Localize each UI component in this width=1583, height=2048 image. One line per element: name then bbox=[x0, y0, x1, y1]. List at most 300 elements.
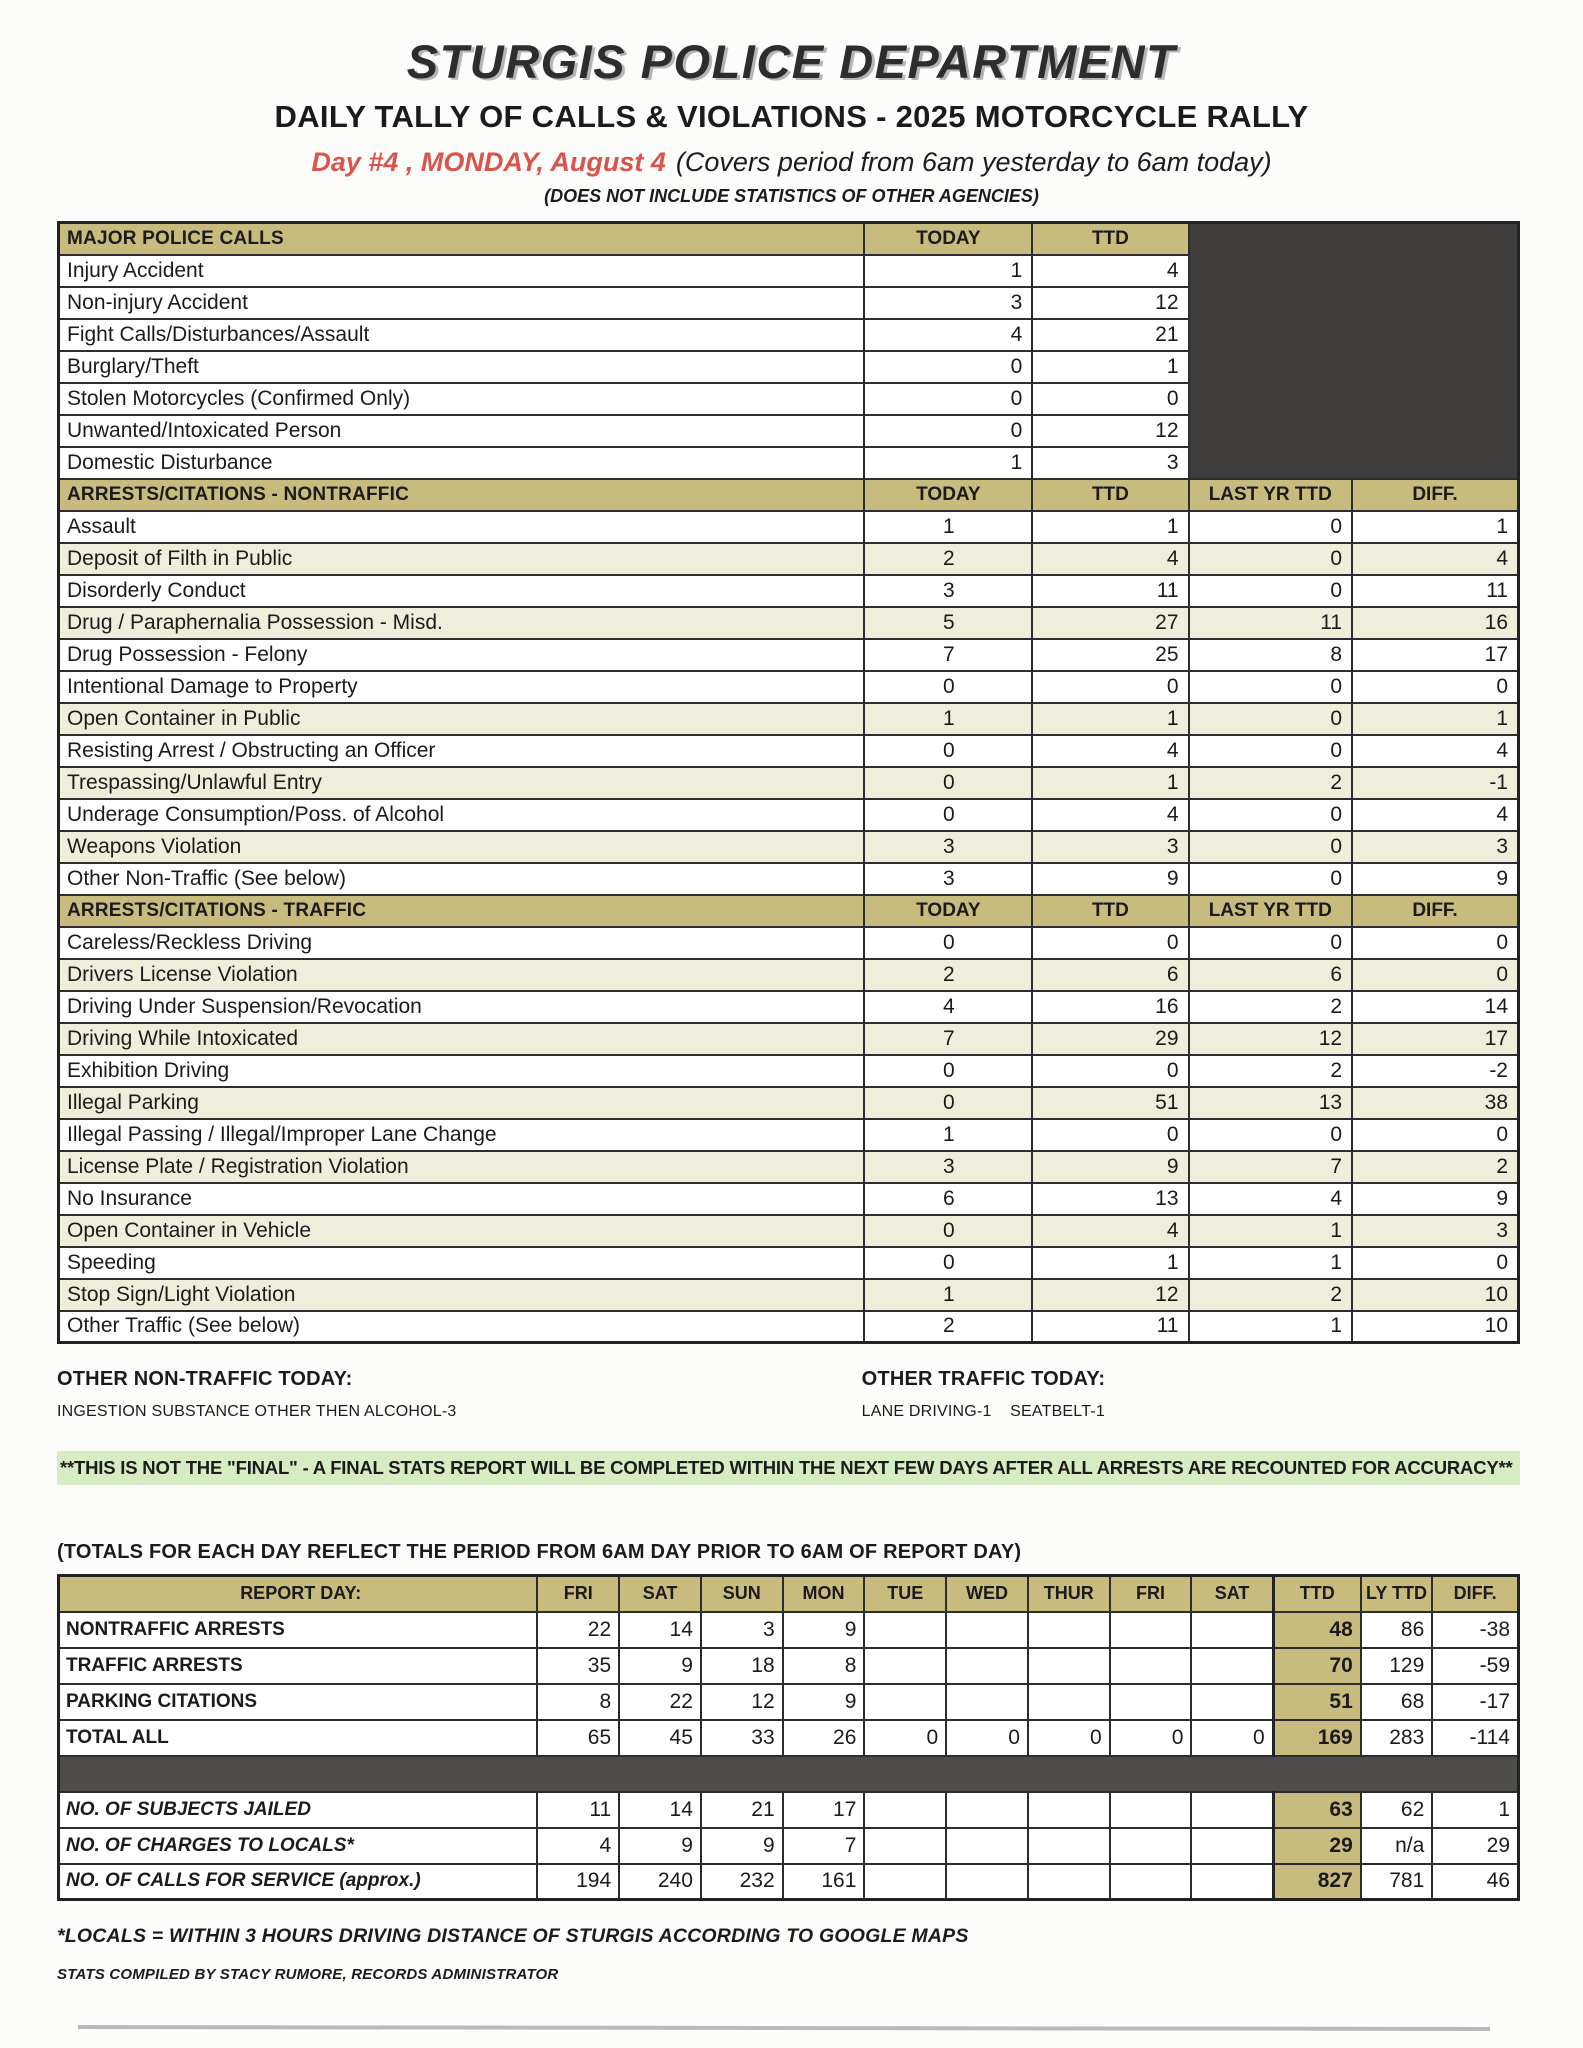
totals-value-cell: 9 bbox=[783, 1684, 865, 1720]
other-traffic-block bbox=[862, 1368, 1520, 1421]
totals-value-cell: 161 bbox=[783, 1864, 865, 1900]
totals-value-cell: 63 bbox=[1273, 1792, 1361, 1828]
value-cell: 0 bbox=[864, 1247, 1032, 1279]
totals-value-cell bbox=[1028, 1864, 1110, 1900]
value-cell: 6 bbox=[1032, 959, 1188, 991]
value-cell: 7 bbox=[864, 1023, 1032, 1055]
row-label: Exhibition Driving bbox=[59, 1055, 865, 1087]
totals-column-header: SAT bbox=[1191, 1576, 1273, 1612]
totals-value-cell: 8 bbox=[783, 1648, 865, 1684]
totals-value-cell: 129 bbox=[1361, 1648, 1433, 1684]
value-cell: 6 bbox=[864, 1183, 1032, 1215]
value-cell: 9 bbox=[1032, 1151, 1188, 1183]
table-row bbox=[59, 1215, 1519, 1247]
table-row bbox=[59, 703, 1519, 735]
totals-value-cell: 0 bbox=[946, 1720, 1028, 1756]
value-cell: 3 bbox=[864, 575, 1032, 607]
totals-value-cell bbox=[1191, 1828, 1273, 1864]
value-cell: 0 bbox=[864, 671, 1032, 703]
totals-value-cell: 22 bbox=[619, 1684, 701, 1720]
value-cell: 25 bbox=[1032, 639, 1188, 671]
table-row bbox=[59, 511, 1519, 543]
value-cell: 9 bbox=[1352, 1183, 1518, 1215]
value-cell: 3 bbox=[864, 287, 1032, 319]
section-title: ARRESTS/CITATIONS - NONTRAFFIC bbox=[59, 479, 865, 511]
section-header-row bbox=[59, 223, 1519, 255]
value-cell: 0 bbox=[1352, 927, 1518, 959]
row-label: Burglary/Theft bbox=[59, 351, 865, 383]
totals-value-cell bbox=[1110, 1684, 1192, 1720]
totals-value-cell: 9 bbox=[783, 1612, 865, 1648]
totals-value-cell: 29 bbox=[1273, 1828, 1361, 1864]
value-cell: 0 bbox=[1189, 927, 1353, 959]
totals-value-cell: 14 bbox=[619, 1612, 701, 1648]
totals-column-header: DIFF. bbox=[1432, 1576, 1518, 1612]
value-cell: 1 bbox=[1032, 351, 1188, 383]
totals-value-cell bbox=[1110, 1648, 1192, 1684]
totals-value-cell bbox=[1191, 1864, 1273, 1900]
value-cell: -2 bbox=[1352, 1055, 1518, 1087]
totals-table-body bbox=[59, 1576, 1519, 1900]
value-cell: 38 bbox=[1352, 1087, 1518, 1119]
value-cell: 4 bbox=[1032, 1215, 1188, 1247]
value-cell: 29 bbox=[1032, 1023, 1188, 1055]
value-cell: 0 bbox=[864, 351, 1032, 383]
value-cell: 2 bbox=[1189, 1055, 1353, 1087]
totals-value-cell bbox=[946, 1864, 1028, 1900]
totals-value-cell: 62 bbox=[1361, 1792, 1433, 1828]
row-label: License Plate / Registration Violation bbox=[59, 1151, 865, 1183]
compiled-by-footnote: STATS COMPILED BY STACY RUMORE, RECORDS ADMINISTRATOR bbox=[57, 1966, 559, 1983]
value-cell: 3 bbox=[864, 1151, 1032, 1183]
totals-value-cell: 22 bbox=[537, 1612, 619, 1648]
separator-row bbox=[59, 1756, 1519, 1792]
totals-column-header: THUR bbox=[1028, 1576, 1110, 1612]
section-title: ARRESTS/CITATIONS - TRAFFIC bbox=[59, 895, 865, 927]
table-row bbox=[59, 671, 1519, 703]
column-header: TODAY bbox=[864, 479, 1032, 511]
totals-row bbox=[59, 1648, 1519, 1684]
value-cell: -1 bbox=[1352, 767, 1518, 799]
totals-row bbox=[59, 1720, 1519, 1756]
value-cell: 51 bbox=[1032, 1087, 1188, 1119]
totals-value-cell bbox=[864, 1684, 946, 1720]
totals-row bbox=[59, 1828, 1519, 1864]
value-cell: 1 bbox=[864, 511, 1032, 543]
totals-column-header: FRI bbox=[537, 1576, 619, 1612]
other-traffic-heading: OTHER TRAFFIC TODAY: bbox=[861, 1368, 1106, 1390]
row-label: Driving Under Suspension/Revocation bbox=[59, 991, 865, 1023]
value-cell: 1 bbox=[1189, 1215, 1353, 1247]
value-cell: 1 bbox=[1032, 511, 1188, 543]
value-cell: 4 bbox=[1032, 255, 1188, 287]
totals-value-cell bbox=[864, 1792, 946, 1828]
totals-value-cell: 0 bbox=[1028, 1720, 1110, 1756]
totals-value-cell: 7 bbox=[783, 1828, 865, 1864]
column-header: LAST YR TTD bbox=[1189, 895, 1353, 927]
value-cell: 16 bbox=[1352, 607, 1518, 639]
row-label: Open Container in Public bbox=[59, 703, 865, 735]
totals-value-cell bbox=[1110, 1864, 1192, 1900]
row-label: Drug Possession - Felony bbox=[59, 639, 865, 671]
column-header: TTD bbox=[1032, 895, 1188, 927]
column-header: DIFF. bbox=[1352, 479, 1518, 511]
totals-row bbox=[59, 1864, 1519, 1900]
value-cell: 9 bbox=[1352, 863, 1518, 895]
value-cell: 0 bbox=[1352, 1119, 1518, 1151]
report-body bbox=[57, 221, 1520, 1983]
table-row bbox=[59, 607, 1519, 639]
value-cell: 0 bbox=[1189, 511, 1353, 543]
table-row bbox=[59, 1311, 1519, 1343]
totals-value-cell: 4 bbox=[537, 1828, 619, 1864]
value-cell: 1 bbox=[864, 255, 1032, 287]
section-header-row bbox=[59, 479, 1519, 511]
totals-column-header: TTD bbox=[1273, 1576, 1361, 1612]
value-cell: 21 bbox=[1032, 319, 1188, 351]
totals-value-cell: 46 bbox=[1432, 1864, 1518, 1900]
table-row bbox=[59, 1183, 1519, 1215]
totals-value-cell bbox=[1110, 1792, 1192, 1828]
totals-value-cell bbox=[864, 1612, 946, 1648]
totals-value-cell bbox=[1028, 1612, 1110, 1648]
table-row bbox=[59, 767, 1519, 799]
totals-value-cell: 9 bbox=[701, 1828, 783, 1864]
value-cell: 5 bbox=[864, 607, 1032, 639]
totals-value-cell: -114 bbox=[1432, 1720, 1518, 1756]
row-label: Driving While Intoxicated bbox=[59, 1023, 865, 1055]
totals-value-cell bbox=[1191, 1648, 1273, 1684]
value-cell: 0 bbox=[864, 799, 1032, 831]
value-cell: 3 bbox=[1352, 831, 1518, 863]
value-cell: 2 bbox=[1189, 991, 1353, 1023]
value-cell: 4 bbox=[1352, 799, 1518, 831]
totals-row-label: TOTAL ALL bbox=[59, 1720, 538, 1756]
section-title: MAJOR POLICE CALLS bbox=[59, 223, 865, 255]
totals-value-cell: n/a bbox=[1361, 1828, 1433, 1864]
totals-table bbox=[57, 1574, 1520, 1901]
totals-value-cell bbox=[946, 1684, 1028, 1720]
totals-value-cell: 35 bbox=[537, 1648, 619, 1684]
totals-column-header: SAT bbox=[619, 1576, 701, 1612]
value-cell: 0 bbox=[1189, 703, 1353, 735]
table-row bbox=[59, 639, 1519, 671]
totals-value-cell bbox=[1028, 1792, 1110, 1828]
value-cell: 3 bbox=[1032, 447, 1188, 479]
value-cell: 7 bbox=[864, 639, 1032, 671]
value-cell: 10 bbox=[1352, 1279, 1518, 1311]
value-cell: 0 bbox=[1032, 671, 1188, 703]
value-cell: 0 bbox=[864, 415, 1032, 447]
totals-value-cell: 18 bbox=[701, 1648, 783, 1684]
row-label: Open Container in Vehicle bbox=[59, 1215, 865, 1247]
totals-value-cell: -38 bbox=[1432, 1612, 1518, 1648]
value-cell: 11 bbox=[1352, 575, 1518, 607]
totals-value-cell: 86 bbox=[1361, 1612, 1433, 1648]
row-label: Illegal Parking bbox=[59, 1087, 865, 1119]
value-cell: 0 bbox=[1189, 831, 1353, 863]
totals-column-header: TUE bbox=[864, 1576, 946, 1612]
value-cell: 2 bbox=[1189, 767, 1353, 799]
totals-value-cell: 240 bbox=[619, 1864, 701, 1900]
value-cell: 11 bbox=[1032, 1311, 1188, 1343]
row-label: Trespassing/Unlawful Entry bbox=[59, 767, 865, 799]
row-label: Stop Sign/Light Violation bbox=[59, 1279, 865, 1311]
totals-value-cell: 9 bbox=[619, 1828, 701, 1864]
row-label: Underage Consumption/Poss. of Alcohol bbox=[59, 799, 865, 831]
totals-value-cell: 51 bbox=[1273, 1684, 1361, 1720]
value-cell: 4 bbox=[1352, 543, 1518, 575]
row-label: Domestic Disturbance bbox=[59, 447, 865, 479]
value-cell: 0 bbox=[1189, 799, 1353, 831]
totals-value-cell: 14 bbox=[619, 1792, 701, 1828]
row-label: Drivers License Violation bbox=[59, 959, 865, 991]
value-cell: 13 bbox=[1032, 1183, 1188, 1215]
totals-value-cell: 68 bbox=[1361, 1684, 1433, 1720]
totals-value-cell: 0 bbox=[1110, 1720, 1192, 1756]
value-cell: 2 bbox=[864, 1311, 1032, 1343]
table-row bbox=[59, 735, 1519, 767]
value-cell: 10 bbox=[1352, 1311, 1518, 1343]
scan-artifact-line bbox=[78, 2025, 1490, 2031]
column-header: TTD bbox=[1032, 223, 1188, 255]
totals-value-cell: 29 bbox=[1432, 1828, 1518, 1864]
totals-value-cell: 17 bbox=[783, 1792, 865, 1828]
dark-block-cell bbox=[1189, 223, 1519, 479]
totals-column-header: WED bbox=[946, 1576, 1028, 1612]
totals-row bbox=[59, 1792, 1519, 1828]
value-cell: 0 bbox=[1189, 735, 1353, 767]
value-cell: 2 bbox=[864, 543, 1032, 575]
page-title: STURGIS POLICE DEPARTMENT bbox=[406, 35, 1177, 88]
row-label: Weapons Violation bbox=[59, 831, 865, 863]
table-row bbox=[59, 1247, 1519, 1279]
totals-value-cell: 232 bbox=[701, 1864, 783, 1900]
column-header: LAST YR TTD bbox=[1189, 479, 1353, 511]
totals-value-cell: 26 bbox=[783, 1720, 865, 1756]
totals-value-cell: 3 bbox=[701, 1612, 783, 1648]
totals-value-cell: 48 bbox=[1273, 1612, 1361, 1648]
totals-row-label: PARKING CITATIONS bbox=[59, 1684, 538, 1720]
value-cell: 0 bbox=[1189, 543, 1353, 575]
table-row bbox=[59, 1055, 1519, 1087]
value-cell: 1 bbox=[1032, 1247, 1188, 1279]
row-label: Intentional Damage to Property bbox=[59, 671, 865, 703]
other-nontraffic-heading: OTHER NON-TRAFFIC TODAY: bbox=[57, 1368, 353, 1390]
totals-value-cell bbox=[946, 1648, 1028, 1684]
totals-value-cell bbox=[1191, 1792, 1273, 1828]
totals-value-cell: 0 bbox=[864, 1720, 946, 1756]
value-cell: 11 bbox=[1189, 607, 1353, 639]
totals-value-cell: -59 bbox=[1432, 1648, 1518, 1684]
column-header: TODAY bbox=[864, 223, 1032, 255]
totals-value-cell: 33 bbox=[701, 1720, 783, 1756]
row-label: Drug / Paraphernalia Possession - Misd. bbox=[59, 607, 865, 639]
table-row bbox=[59, 927, 1519, 959]
value-cell: 13 bbox=[1189, 1087, 1353, 1119]
value-cell: 3 bbox=[1032, 831, 1188, 863]
value-cell: 0 bbox=[864, 1215, 1032, 1247]
table-row bbox=[59, 1119, 1519, 1151]
value-cell: 0 bbox=[1032, 927, 1188, 959]
totals-value-cell: 283 bbox=[1361, 1720, 1433, 1756]
value-cell: 6 bbox=[1189, 959, 1353, 991]
totals-value-cell bbox=[1110, 1828, 1192, 1864]
totals-value-cell: 8 bbox=[537, 1684, 619, 1720]
row-label: Speeding bbox=[59, 1247, 865, 1279]
row-label: Injury Accident bbox=[59, 255, 865, 287]
main-table-body bbox=[59, 223, 1519, 1343]
value-cell: 4 bbox=[864, 991, 1032, 1023]
totals-value-cell: 0 bbox=[1191, 1720, 1273, 1756]
row-label: Fight Calls/Disturbances/Assault bbox=[59, 319, 865, 351]
totals-column-header: SUN bbox=[701, 1576, 783, 1612]
value-cell: 3 bbox=[864, 831, 1032, 863]
table-row bbox=[59, 575, 1519, 607]
value-cell: 2 bbox=[1189, 1279, 1353, 1311]
table-row bbox=[59, 799, 1519, 831]
value-cell: 2 bbox=[864, 959, 1032, 991]
value-cell: 9 bbox=[1032, 863, 1188, 895]
value-cell: 1 bbox=[864, 1279, 1032, 1311]
totals-value-cell bbox=[946, 1612, 1028, 1648]
table-row bbox=[59, 863, 1519, 895]
value-cell: 4 bbox=[1032, 543, 1188, 575]
totals-value-cell bbox=[1028, 1684, 1110, 1720]
table-row bbox=[59, 1151, 1519, 1183]
table-row bbox=[59, 831, 1519, 863]
totals-value-cell: 1 bbox=[1432, 1792, 1518, 1828]
totals-value-cell bbox=[946, 1792, 1028, 1828]
day-period: (Covers period from 6am yesterday to 6am today) bbox=[675, 147, 1272, 177]
value-cell: 0 bbox=[1189, 671, 1353, 703]
totals-value-cell: 194 bbox=[537, 1864, 619, 1900]
totals-value-cell bbox=[1028, 1648, 1110, 1684]
value-cell: 3 bbox=[864, 863, 1032, 895]
row-label: Other Non-Traffic (See below) bbox=[59, 863, 865, 895]
totals-value-cell: 781 bbox=[1361, 1864, 1433, 1900]
value-cell: 1 bbox=[1352, 703, 1518, 735]
value-cell: 0 bbox=[1352, 1247, 1518, 1279]
page-subtitle: DAILY TALLY OF CALLS & VIOLATIONS - 2025 MOTORCYCLE RALLY bbox=[274, 99, 1309, 134]
value-cell: 4 bbox=[1189, 1183, 1353, 1215]
value-cell: 0 bbox=[1032, 1055, 1188, 1087]
totals-value-cell bbox=[1191, 1684, 1273, 1720]
totals-value-cell: 70 bbox=[1273, 1648, 1361, 1684]
table-row bbox=[59, 991, 1519, 1023]
other-nontraffic-detail: INGESTION SUBSTANCE OTHER THEN ALCOHOL-3 bbox=[57, 1403, 457, 1420]
value-cell: 27 bbox=[1032, 607, 1188, 639]
value-cell: 12 bbox=[1032, 415, 1188, 447]
row-label: Stolen Motorcycles (Confirmed Only) bbox=[59, 383, 865, 415]
other-notes bbox=[57, 1368, 1520, 1421]
value-cell: 0 bbox=[1032, 1119, 1188, 1151]
row-label: Unwanted/Intoxicated Person bbox=[59, 415, 865, 447]
value-cell: 0 bbox=[1352, 959, 1518, 991]
totals-value-cell: -17 bbox=[1432, 1684, 1518, 1720]
totals-row-label: NONTRAFFIC ARRESTS bbox=[59, 1612, 538, 1648]
totals-value-cell: 21 bbox=[701, 1792, 783, 1828]
totals-value-cell: 65 bbox=[537, 1720, 619, 1756]
row-label: Resisting Arrest / Obstructing an Officer bbox=[59, 735, 865, 767]
table-row bbox=[59, 1279, 1519, 1311]
value-cell: 3 bbox=[1352, 1215, 1518, 1247]
value-cell: 12 bbox=[1032, 287, 1188, 319]
section-header-row bbox=[59, 895, 1519, 927]
value-cell: 2 bbox=[1352, 1151, 1518, 1183]
totals-column-header: REPORT DAY: bbox=[59, 1576, 538, 1612]
totals-row bbox=[59, 1684, 1519, 1720]
totals-value-cell: 169 bbox=[1273, 1720, 1361, 1756]
value-cell: 0 bbox=[864, 735, 1032, 767]
value-cell: 1 bbox=[1189, 1247, 1353, 1279]
value-cell: 0 bbox=[1352, 671, 1518, 703]
value-cell: 1 bbox=[1352, 511, 1518, 543]
totals-value-cell bbox=[946, 1828, 1028, 1864]
totals-value-cell bbox=[1110, 1612, 1192, 1648]
value-cell: 1 bbox=[864, 447, 1032, 479]
totals-value-cell: 45 bbox=[619, 1720, 701, 1756]
value-cell: 0 bbox=[1189, 863, 1353, 895]
not-final-note: **THIS IS NOT THE "FINAL" - A FINAL STATS REPORT WILL BE COMPLETED WITHIN THE NEXT FEW DAYS AFTER ALL ARRESTS ARE RECOUNTED FOR ACCURACY** bbox=[57, 1451, 1520, 1485]
row-label: Non-injury Accident bbox=[59, 287, 865, 319]
value-cell: 1 bbox=[864, 703, 1032, 735]
other-nontraffic-block bbox=[57, 1368, 862, 1421]
row-label: Deposit of Filth in Public bbox=[59, 543, 865, 575]
totals-value-cell: 9 bbox=[619, 1648, 701, 1684]
totals-header-row bbox=[59, 1576, 1519, 1612]
value-cell: 0 bbox=[864, 927, 1032, 959]
value-cell: 12 bbox=[1032, 1279, 1188, 1311]
value-cell: 1 bbox=[864, 1119, 1032, 1151]
totals-column-header: LY TTD bbox=[1361, 1576, 1433, 1612]
totals-row-label: NO. OF CALLS FOR SERVICE (approx.) bbox=[59, 1864, 538, 1900]
totals-value-cell: 11 bbox=[537, 1792, 619, 1828]
other-traffic-detail: LANE DRIVING-1 SEATBELT-1 bbox=[861, 1403, 1105, 1420]
value-cell: 0 bbox=[1189, 1119, 1353, 1151]
totals-value-cell bbox=[1191, 1612, 1273, 1648]
value-cell: 7 bbox=[1189, 1151, 1353, 1183]
value-cell: 4 bbox=[1032, 799, 1188, 831]
value-cell: 16 bbox=[1032, 991, 1188, 1023]
value-cell: 17 bbox=[1352, 639, 1518, 671]
row-label: Other Traffic (See below) bbox=[59, 1311, 865, 1343]
value-cell: 1 bbox=[1032, 703, 1188, 735]
value-cell: 17 bbox=[1352, 1023, 1518, 1055]
table-row bbox=[59, 543, 1519, 575]
totals-value-cell bbox=[864, 1864, 946, 1900]
table-row bbox=[59, 1087, 1519, 1119]
value-cell: 0 bbox=[864, 1087, 1032, 1119]
totals-value-cell bbox=[1028, 1828, 1110, 1864]
value-cell: 12 bbox=[1189, 1023, 1353, 1055]
totals-row bbox=[59, 1612, 1519, 1648]
value-cell: 4 bbox=[1352, 735, 1518, 767]
row-label: Careless/Reckless Driving bbox=[59, 927, 865, 959]
locals-footnote: *LOCALS = WITHIN 3 HOURS DRIVING DISTANCE OF STURGIS ACCORDING TO GOOGLE MAPS bbox=[57, 1925, 969, 1947]
totals-column-header: MON bbox=[783, 1576, 865, 1612]
value-cell: 1 bbox=[1032, 767, 1188, 799]
agency-disclaimer: (DOES NOT INCLUDE STATISTICS OF OTHER AGENCIES) bbox=[544, 186, 1039, 206]
row-label: Assault bbox=[59, 511, 865, 543]
value-cell: 4 bbox=[1032, 735, 1188, 767]
column-header: TTD bbox=[1032, 479, 1188, 511]
column-header: TODAY bbox=[864, 895, 1032, 927]
totals-row-label: NO. OF CHARGES TO LOCALS* bbox=[59, 1828, 538, 1864]
row-label: Disorderly Conduct bbox=[59, 575, 865, 607]
value-cell: 8 bbox=[1189, 639, 1353, 671]
column-header: DIFF. bbox=[1352, 895, 1518, 927]
